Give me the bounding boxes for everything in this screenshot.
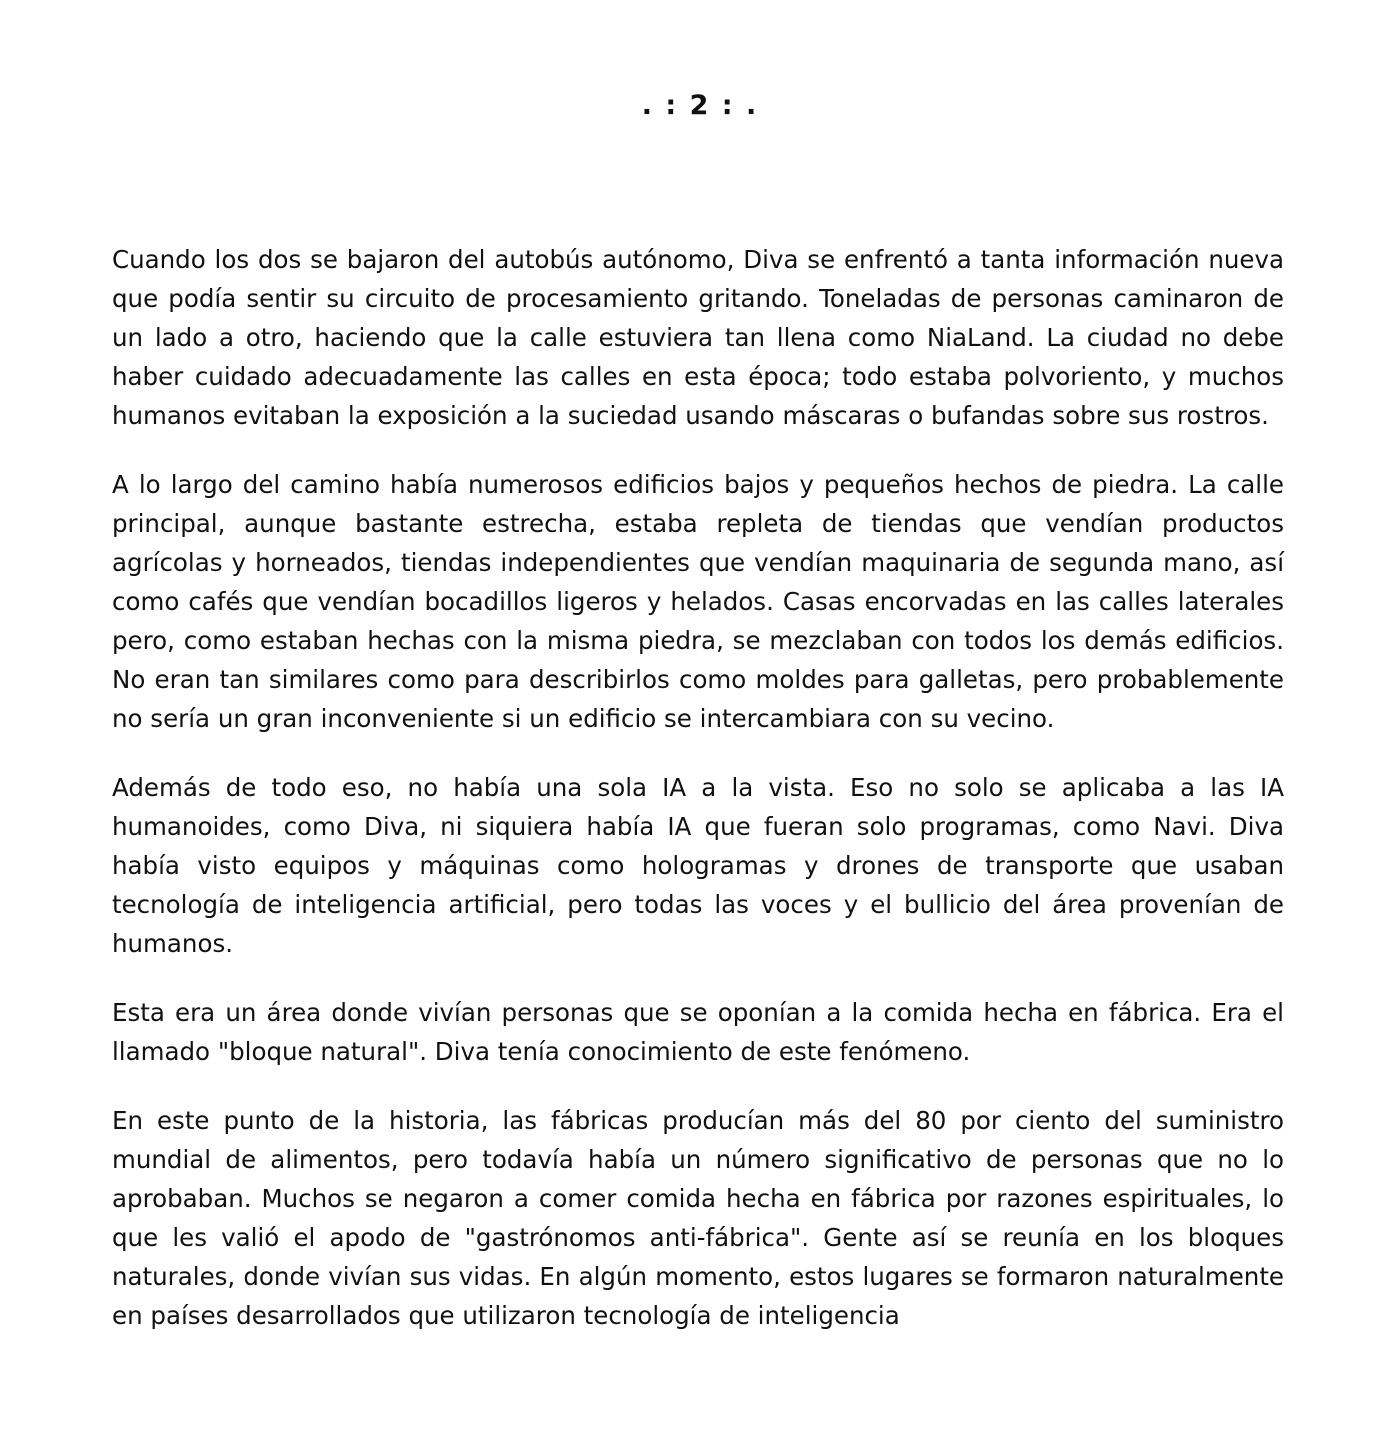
chapter-body — [112, 240, 1284, 1365]
paragraph-5: En este punto de la historia, las fábricas producían más del 80 por ciento del suministro mundial de alimentos, pero todavía había un número significativo de personas que no lo aprobaban. Muchos se negaron a comer comida hecha en fábrica por razones espirituales, lo que les valió el apodo de "gastrónomos anti-fábrica". Gente así se reunía en los bloques naturales, donde vivían sus vidas. En algún momento, estos lugares se formaron naturalmente en países desarrollados que utilizaron tecnología de inteligencia — [112, 1106, 1284, 1330]
paragraph-1: Cuando los dos se bajaron del autobús autónomo, Diva se enfrentó a tanta información nueva que podía sentir su circuito de procesamiento gritando. Toneladas de personas caminaron de un lado a otro, haciendo que la calle estuviera tan llena como NiaLand. La ciudad no debe haber cuidado adecuadamente las calles en esta época; todo estaba polvoriento, y muchos humanos evitaban la exposición a la suciedad usando máscaras o bufandas sobre sus rostros. — [112, 245, 1284, 430]
paragraph-3: Además de todo eso, no había una sola IA a la vista. Eso no solo se aplicaba a las IA humanoides, como Diva, ni siquiera había IA que fueran solo programas, como Navi. Diva había visto equipos y máquinas como hologramas y drones de transporte que usaban tecnología de inteligencia artificial, pero todas las voces y el bullicio del área provenían de humanos. — [112, 773, 1284, 958]
paragraph-2: A lo largo del camino había numerosos edificios bajos y pequeños hechos de piedra. La calle principal, aunque bastante estrecha, estaba repleta de tiendas que vendían productos agrícolas y horneados, tiendas independientes que vendían maquinaria de segunda mano, así como cafés que vendían bocadillos ligeros y helados. Casas encorvadas en las calles laterales pero, como estaban hechas con la misma piedra, se mezclaban con todos los demás edificios. No eran tan similares como para describirlos como moldes para galletas, pero probablemente no sería un gran inconveniente si un edificio se intercambiara con su vecino. — [112, 470, 1284, 733]
chapter-heading: . : 2 : . — [641, 90, 759, 121]
paragraph-4: Esta era un área donde vivían personas que se oponían a la comida hecha en fábrica. Era el llamado "bloque natural". Diva tenía conocimiento de este fenómeno. — [112, 998, 1284, 1066]
